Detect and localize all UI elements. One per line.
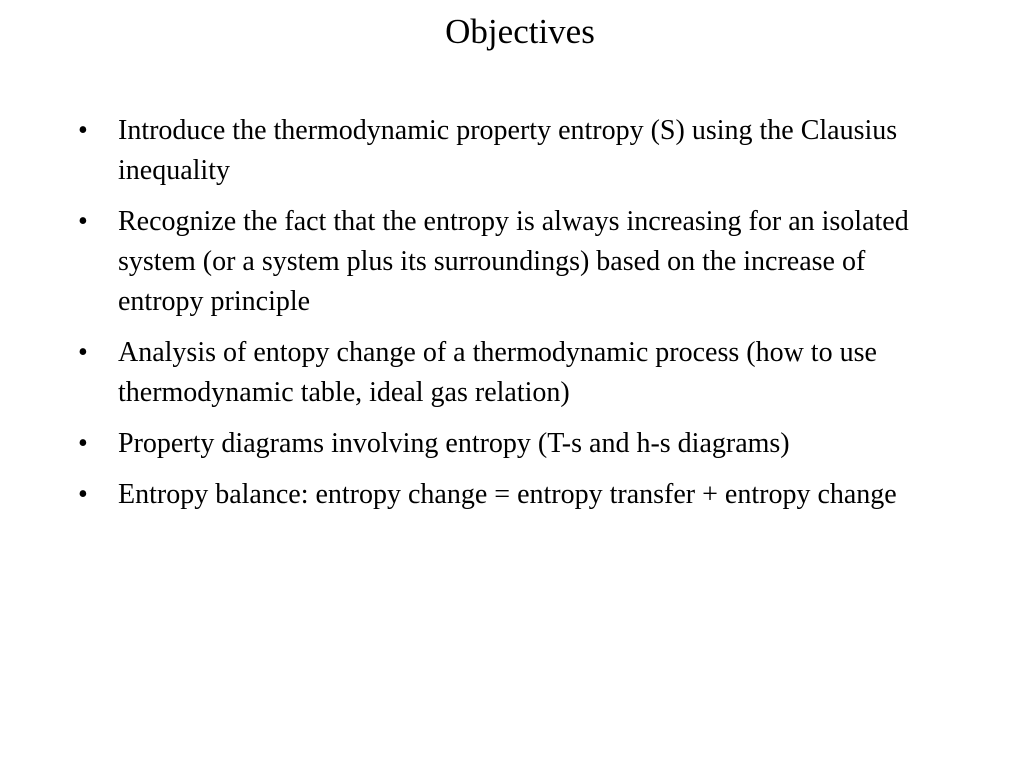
bullet-text: Entropy balance: entropy change = entropy transfer + entropy change [118, 479, 897, 510]
bullet-marker: • [78, 479, 88, 510]
list-item [75, 333, 955, 413]
bullet-text: Recognize the fact that the entropy is always increasing for an isolated system (or a system plus its surroundings) based on the increase of entropy principle [118, 206, 909, 317]
bullet-marker: • [78, 206, 88, 237]
list-item [75, 424, 955, 464]
bullet-text: Analysis of entopy change of a thermodynamic process (how to use thermodynamic table, ideal gas relation) [118, 337, 877, 408]
list-item [75, 202, 955, 322]
bullet-marker: • [78, 337, 88, 368]
bullet-marker: • [78, 428, 88, 459]
bullet-marker: • [78, 115, 88, 146]
slide-title: Objectives [445, 12, 595, 51]
bullet-text: Property diagrams involving entropy (T-s and h-s diagrams) [118, 428, 790, 459]
list-item [75, 111, 955, 191]
list-item [75, 475, 955, 515]
objectives-list [75, 111, 955, 526]
bullet-text: Introduce the thermodynamic property entropy (S) using the Clausius inequality [118, 115, 898, 186]
